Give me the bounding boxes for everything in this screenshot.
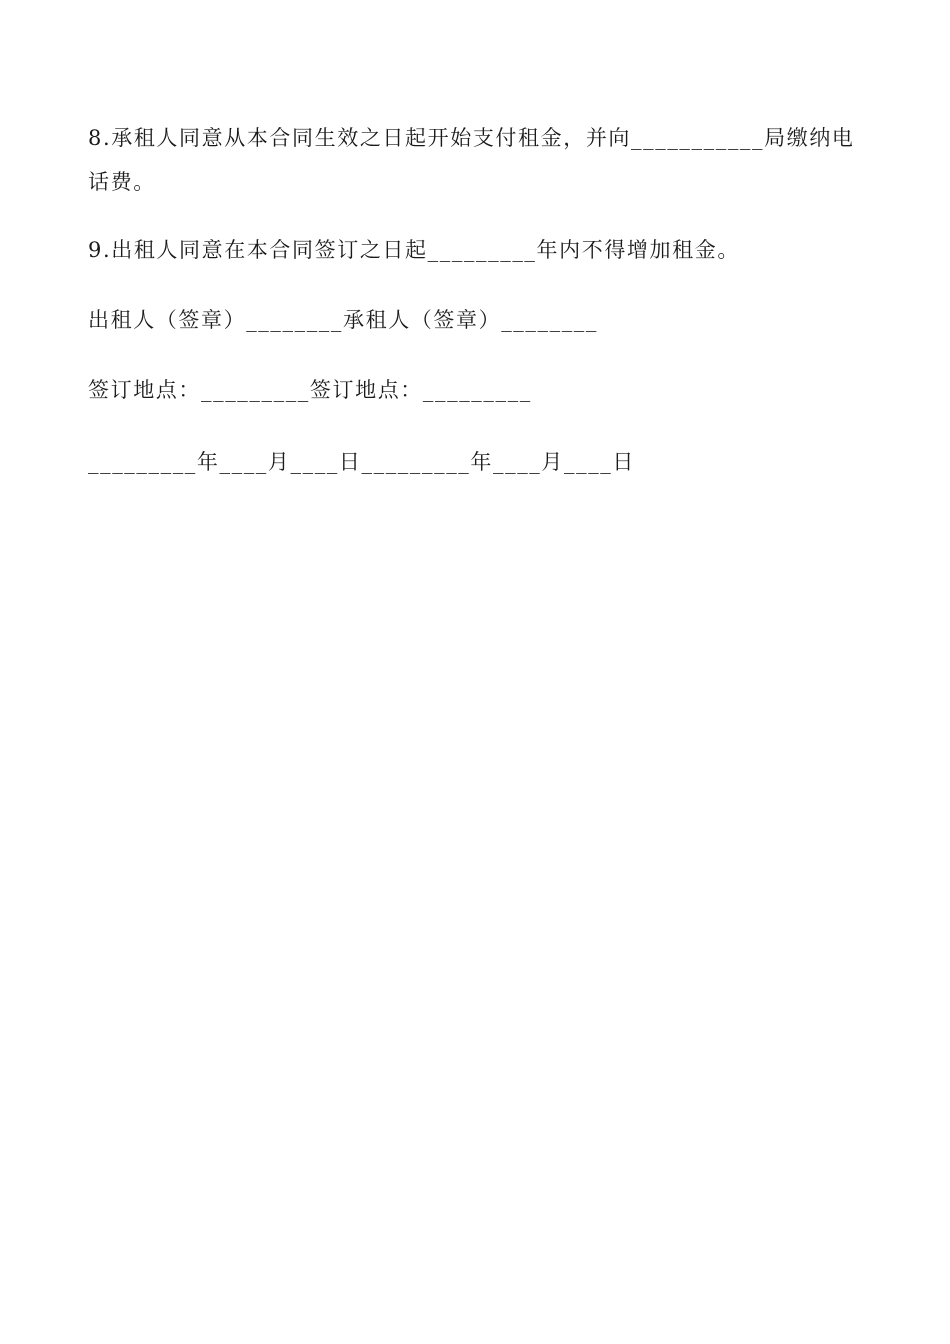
clause-9: 9.出租人同意在本合同签订之日起_________年内不得增加租金。 <box>88 238 740 262</box>
signing-place-line: 签订地点：_________签订地点：_________ <box>88 378 532 402</box>
signature-line: 出租人（签章）________承租人（签章）________ <box>88 308 598 332</box>
signing-date-line: _________年____月____日_________年____月____日 <box>88 450 635 474</box>
clause-8: 8.承租人同意从本合同生效之日起开始支付租金，并向___________局缴纳电话费。 <box>88 126 855 194</box>
